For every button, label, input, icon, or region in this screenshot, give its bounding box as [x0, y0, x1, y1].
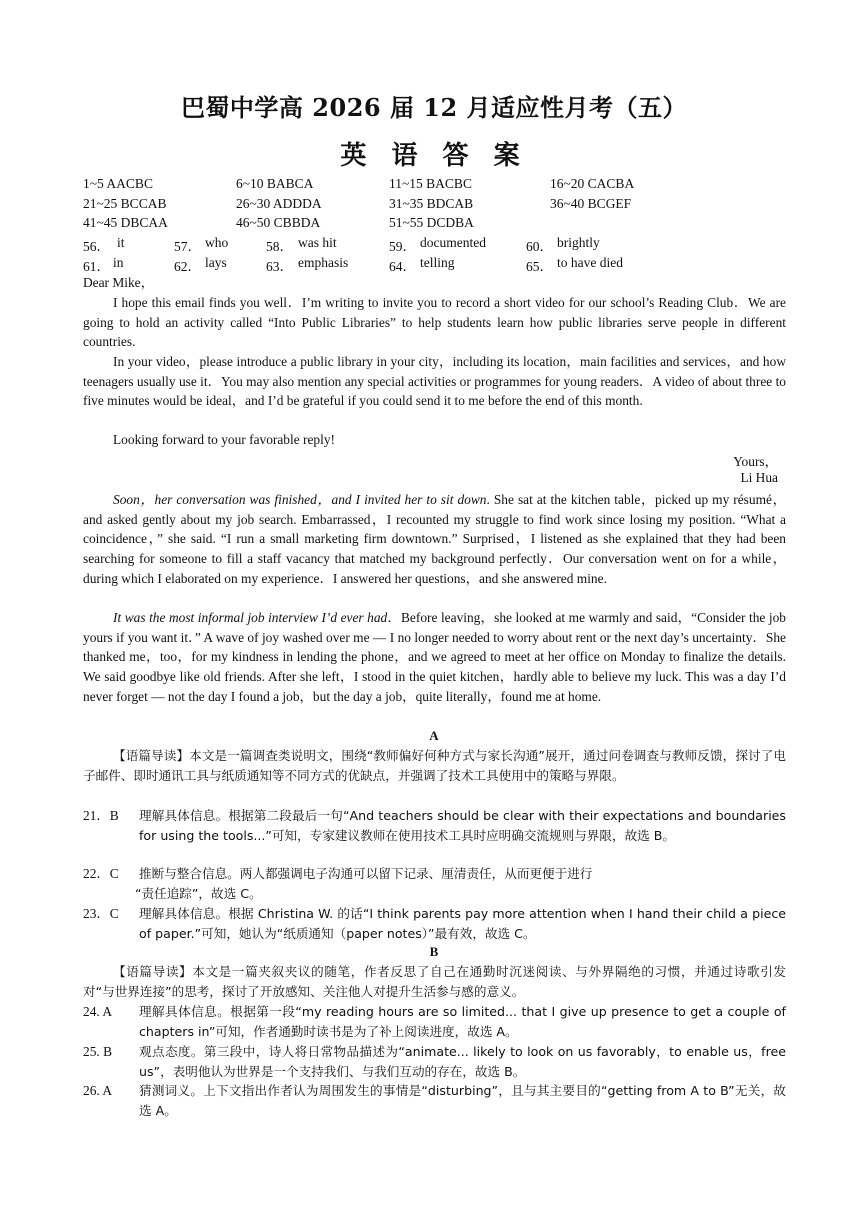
question-explanation: 理解具体信息。根据第二段最后一句“And teachers should be clear with their expectations and boundaries for using the tools...”可知，专家建议教师在使用技术工具时应明确交流规则与界限，故选 B。 — [139, 808, 786, 843]
question-22 — [83, 864, 786, 903]
answer-word: emphasis — [298, 255, 349, 270]
question-explanation: 猜测词义。上下文指出作者认为周围发生的事情是“disturbing”，且与其主要目的“getting from A to B”无关，故选 A。 — [139, 1083, 786, 1118]
question-number: 22．C — [83, 866, 119, 881]
story-paragraph — [83, 490, 786, 589]
question-explanation: 理解具体信息。根据第一段“my reading hours are so limited... that I give up presence to get a couple of chapters in”可知，作者通勤时读书是为了补上阅读进度，故选 A。 — [139, 1004, 786, 1039]
answer-group: 31~35 BDCAB — [389, 196, 474, 211]
story-italic-sentence: It was the most informal job interview I’d ever had — [113, 610, 388, 625]
answer-group: 11~15 BACBC — [389, 176, 472, 191]
answer-group: 41~45 DBCAA — [83, 215, 168, 230]
answer-num: 57． — [174, 239, 201, 254]
answer-word: documented — [420, 235, 486, 250]
answer-num: 62． — [174, 259, 201, 274]
question-explanation: 观点态度。第三段中，诗人将日常物品描述为“animate... likely to look on us favorably，to enable us，free us”，表明他认为世界是一个支持我们、与我们互动的存在，故选 B。 — [139, 1044, 786, 1079]
answer-num: 63． — [266, 259, 293, 274]
section-intro: 【语篇导读】本文是一篇调查类说明文，围绕“教师偏好何种方式与家长沟通”展开，通过问卷调查与教师反馈，探讨了电子邮件、即时通讯工具与纸质通知等不同方式的优缺点，并强调了技术工具使用中的策略与界限。 — [83, 748, 786, 783]
letter-paragraph: Looking forward to your favorable reply! — [113, 432, 335, 447]
question-explanation-cont: “责任追踪”，故选 C。 — [135, 885, 262, 901]
page-title: 巴蜀中学高 2026 届 12 月适应性月考（五） — [180, 93, 688, 122]
answer-group: 36~40 BCGEF — [550, 196, 632, 211]
answer-word: in — [113, 255, 124, 270]
question-25 — [83, 1042, 786, 1081]
question-21 — [83, 806, 786, 845]
story-italic-sentence: Soon，her conversation was finished，and I invited her to sit down — [113, 492, 487, 507]
letter-salutation: Dear Mike， — [83, 275, 155, 290]
question-explanation: 推断与整合信息。两人都强调电子沟通可以留下记录、厘清责任，从而更便于进行 — [139, 866, 593, 881]
answer-num: 56． — [83, 239, 110, 254]
question-number: 23．C — [83, 906, 119, 921]
answer-word: lays — [205, 255, 227, 270]
question-24 — [83, 1002, 786, 1041]
answer-group: 21~25 BCCAB — [83, 196, 167, 211]
answer-num: 65． — [526, 259, 553, 274]
question-number: 26. A — [83, 1083, 113, 1098]
question-number: 25. B — [83, 1044, 113, 1059]
answer-num: 61． — [83, 259, 110, 274]
section-label-b: B — [429, 944, 439, 959]
answer-num: 58． — [266, 239, 293, 254]
question-number: 21．B — [83, 808, 119, 823]
question-23 — [83, 904, 786, 943]
letter-paragraph: I hope this email finds you well．I’m writing to invite you to record a short video for our school’s Reading Club．We are going to hold an activity called “Into Public Libraries” to help students learn how public libraries serve people in different countries. — [83, 295, 786, 350]
section-intro: 【语篇导读】本文是一篇夹叙夹议的随笔，作者反思了自己在通勤时沉迷阅读、与外界隔绝的习惯，并通过诗歌引发对“与世界连接”的思考，探讨了开放感知、关注他人对提升生活参与感的意义。 — [83, 964, 786, 999]
answer-word: telling — [420, 255, 455, 270]
answer-num: 60． — [526, 239, 553, 254]
answer-word: it — [117, 235, 125, 250]
answer-word: who — [205, 235, 229, 250]
letter-signature: Li Hua — [740, 470, 778, 485]
page-subtitle: 英 语 答 案 — [340, 141, 528, 171]
section-label-a: A — [429, 728, 439, 743]
letter-paragraph: In your video，please introduce a public library in your city，including its location，main facilities and services，and how teenagers usually use it．You may also mention any special activities or programmes for young readers．A video of about three to five minutes would be ideal，and I’d be grateful if you could send it to me before the end of this month. — [83, 354, 786, 409]
answer-group: 51~55 DCDBA — [389, 215, 474, 230]
story-text: . She sat at the kitchen table，picked up my résumé，and asked gently about my job search. Embarrassed，I recounted my struggle to find work since losing my position. “What a coincidence，” she said. “I run a small marketing firm downtown.” Surprised，I listened as she explained that they had been searching for someone to fill a staff vacancy that matched my background perfectly．Our conversation went on for a while，during which I elaborated on my experience．I answered her questions，and she answered mine. — [83, 492, 786, 586]
answer-group: 46~50 CBBDA — [236, 215, 321, 230]
question-26 — [83, 1081, 786, 1120]
letter-closing: Yours， — [733, 454, 778, 469]
answer-word: to have died — [557, 255, 623, 270]
answer-num: 59． — [389, 239, 416, 254]
story-text: ．Before leaving，she looked at me warmly and said，“Consider the job yours if you want it．” A wave of joy washed over me — I no longer needed to worry about rent or the next day’s uncertainty．She thanked me，too，for my kindness in lending the phone，and we agreed to meet at her office on Monday to finalize the details. We said goodbye like old friends. After she left，I stood in the quiet kitchen，hardly able to believe my luck. This was a day I’d never forget — not the day I found a job，but the day a job，quite literally，found me at home. — [83, 610, 786, 704]
question-number: 24. A — [83, 1004, 113, 1019]
answer-group: 26~30 ADDDA — [236, 196, 322, 211]
answer-word: brightly — [557, 235, 600, 250]
answer-group: 6~10 BABCA — [236, 176, 314, 191]
answer-group: 16~20 CACBA — [550, 176, 635, 191]
question-explanation: 理解具体信息。根据 Christina W. 的话“I think parents pay more attention when I hand their child a piece of paper.”可知，她认为“纸质通知（paper notes）”最有效，故选 C。 — [139, 906, 786, 941]
answer-num: 64． — [389, 259, 416, 274]
answer-group: 1~5 AACBC — [83, 176, 153, 191]
answer-word: was hit — [298, 235, 337, 250]
story-paragraph — [83, 608, 786, 707]
